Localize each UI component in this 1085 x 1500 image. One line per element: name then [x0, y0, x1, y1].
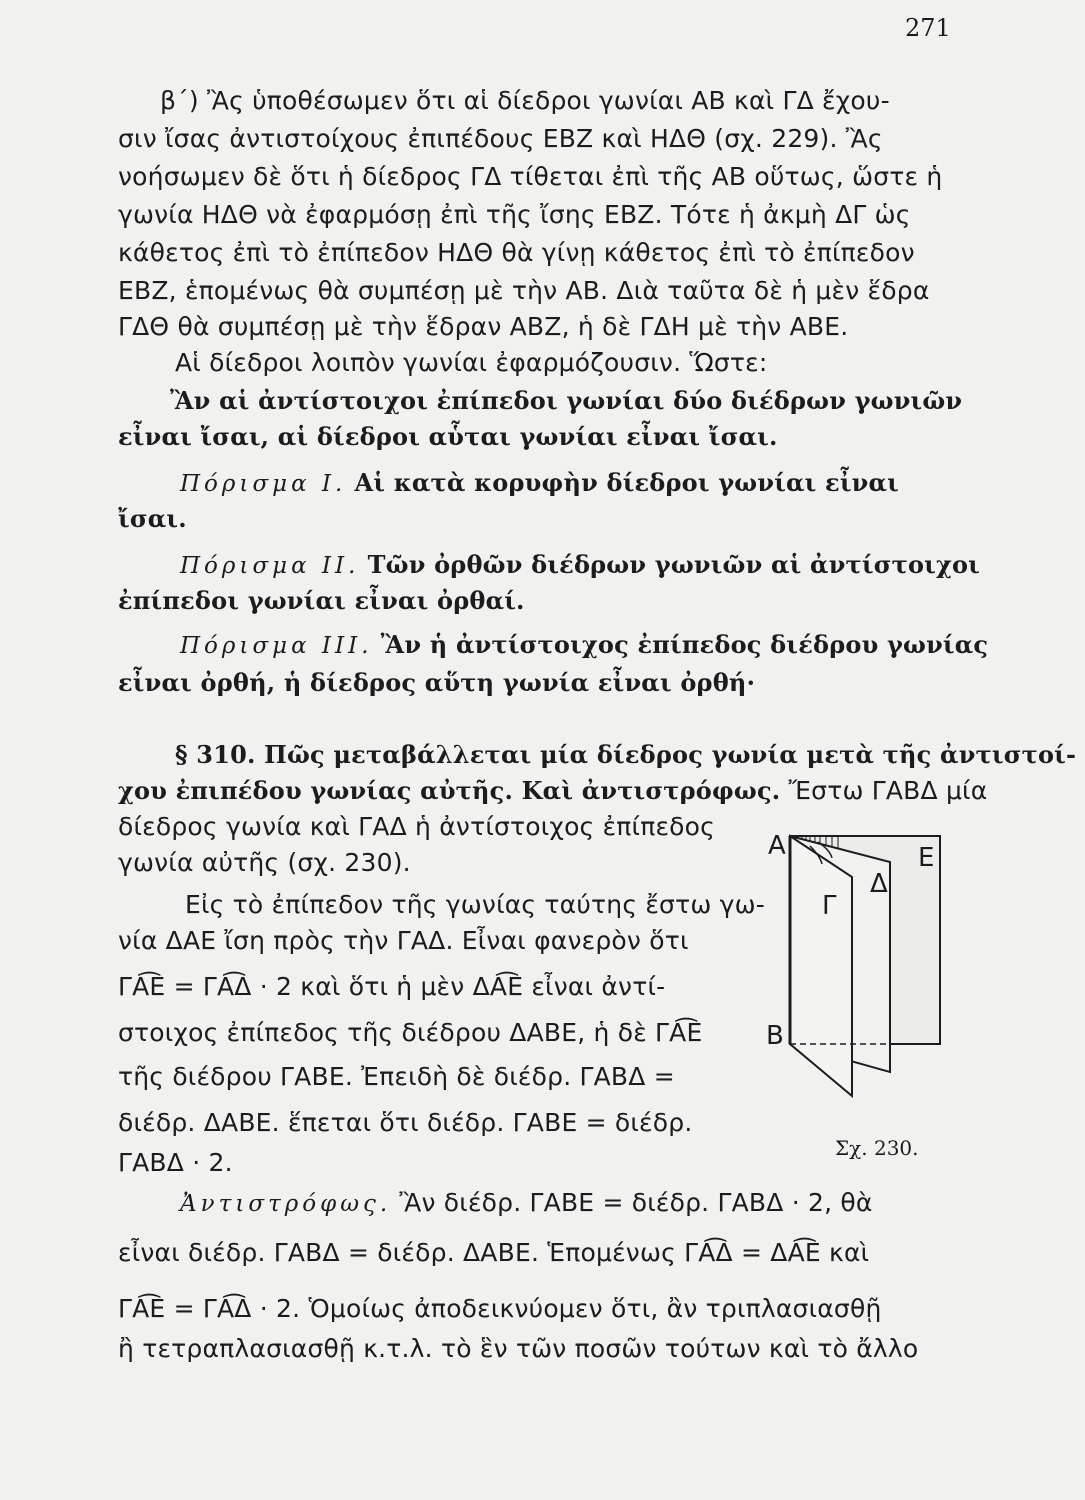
label-alpha: Α — [768, 831, 786, 861]
corollary-2-label: Πόρισμα ΙΙ. — [180, 553, 360, 579]
corollary-3-end: εἶναι ὀρθή, ἡ δίεδρος αὕτη γωνία εἶναι ὀρθή· — [118, 668, 756, 697]
text-line-27: ΓΑ͡Ε = ΓΑ͡Δ · 2 καὶ ὅτι ἡ μὲν ΔΑ͡Ε εἶναι ἀντί- — [118, 972, 666, 1001]
section-310-heading-cont: χου ἐπιπέδου γωνίας αὐτῆς. Καὶ ἀντιστρόφως. — [118, 776, 781, 805]
converse-line — [180, 1188, 873, 1219]
corollary-2-end: ἐπίπεδοι γωνίαι εἶναι ὀρθαί. — [118, 586, 525, 615]
text-line-3: νοήσωμεν δὲ ὅτι ἡ δίεδρος ΓΔ τίθεται ἐπὶ τῆς ΑΒ οὕτως, ὥστε ἡ — [118, 162, 943, 191]
page-number: 271 — [905, 14, 951, 42]
label-epsilon: Ε — [918, 843, 935, 873]
text-line-5: κάθετος ἐπὶ τὸ ἐπίπεδον ΗΔΘ θὰ γίνῃ κάθετος ἐπὶ τὸ ἐπίπεδον — [118, 238, 915, 267]
text-line-23: δίεδρος γωνία καὶ ΓΑΔ ἡ ἀντίστοιχος ἐπίπεδος — [118, 812, 716, 841]
corollary-2-text: Τῶν ὀρθῶν διέδρων γωνιῶν αἱ ἀντίστοιχοι — [367, 550, 980, 579]
figure-caption: Σχ. 230. — [835, 1136, 919, 1160]
text-line-24: γωνία αὐτῆς (σχ. 230). — [118, 848, 411, 877]
text-line-4: γωνία ΗΔΘ νὰ ἐφαρμόσῃ ἐπὶ τῆς ἴσης ΕΒΖ. Τότε ἡ ἀκμὴ ΔΓ ὡς — [118, 200, 911, 229]
text-line-30: διέδρ. ΔΑΒΕ. ἕπεται ὅτι διέδρ. ΓΑΒΕ = διέδρ. — [118, 1108, 693, 1137]
converse-text: Ἂν διέδρ. ΓΑΒΕ = διέδρ. ΓΑΒΔ · 2, θὰ — [399, 1188, 873, 1217]
label-gamma: Γ — [822, 891, 837, 921]
text-line-8: Αἱ δίεδροι λοιπὸν γωνίαι ἐφαρμόζουσιν. Ὥστε: — [175, 348, 768, 377]
text-line-25: Εἰς τὸ ἐπίπεδον τῆς γωνίας ταύτης ἔστω γω- — [185, 890, 765, 919]
dihedral-angle-figure — [760, 822, 960, 1132]
theorem-line-2: εἶναι ἴσαι, αἱ δίεδροι αὗται γωνίαι εἶναι ἴσαι. — [118, 422, 778, 451]
corollary-3-text: Ἂν ἡ ἀντίστοιχος ἐπίπεδος διέδρου γωνίας — [380, 630, 989, 659]
section-310-text: Ἔστω ΓΑΒΔ μία — [788, 776, 988, 805]
text-line-1: β΄) Ἂς ὑποθέσωμεν ὅτι αἱ δίεδροι γωνίαι ΑΒ καὶ ΓΔ ἔχου- — [160, 86, 890, 115]
corollary-1-text: Αἱ κατὰ κορυφὴν δίεδροι γωνίαι εἶναι — [354, 468, 899, 497]
section-310-line-2 — [118, 776, 987, 806]
text-line-28: στοιχος ἐπίπεδος τῆς διέδρου ΔΑΒΕ, ἡ δὲ ΓΑ͡Ε — [118, 1018, 703, 1047]
text-line-34: εἶναι διέδρ. ΓΑΒΔ = διέδρ. ΔΑΒΕ. Ἑπομένως ΓΑ͡Δ = ΔΑ͡Ε καὶ — [118, 1238, 870, 1267]
label-delta: Δ — [870, 869, 888, 899]
text-line-29: τῆς διέδρου ΓΑΒΕ. Ἐπειδὴ δὲ διέδρ. ΓΑΒΔ = — [118, 1062, 675, 1091]
corollary-2 — [180, 550, 980, 581]
theorem-line-1: Ἂν αἱ ἀντίστοιχοι ἐπίπεδοι γωνίαι δύο διέδρων γωνιῶν — [170, 386, 963, 415]
text-line-2: σιν ἴσας ἀντιστοίχους ἐπιπέδους ΕΒΖ καὶ ΗΔΘ (σχ. 229). Ἂς — [118, 124, 883, 153]
converse-label: Ἀντιστρόφως. — [180, 1191, 392, 1217]
text-line-6: ΕΒΖ, ἑπομένως θὰ συμπέσῃ μὲ τὴν ΑΒ. Διὰ ταῦτα δὲ ἡ μὲν ἕδρα — [118, 276, 930, 305]
text-line-36: ἢ τετραπλασιασθῇ κ.τ.λ. τὸ ἓν τῶν ποσῶν τούτων καὶ τὸ ἄλλο — [118, 1334, 919, 1363]
corollary-3-label: Πόρισμα ΙΙΙ. — [180, 633, 373, 659]
text-line-26: νία ΔΑΕ ἴση πρὸς τὴν ΓΑΔ. Εἶναι φανερὸν ὅτι — [118, 926, 689, 955]
corollary-3 — [180, 630, 988, 661]
section-310-heading: § 310. Πῶς μεταβάλλεται μία δίεδρος γωνία μετὰ τῆς ἀντιστοί- — [175, 740, 1077, 769]
text-line-35: ΓΑ͡Ε = ΓΑ͡Δ · 2. Ὁμοίως ἀποδεικνύομεν ὅτι, ἂν τριπλασιασθῇ — [118, 1294, 882, 1323]
corollary-1 — [180, 468, 899, 499]
text-line-7: ΓΔΘ θὰ συμπέσῃ μὲ τὴν ἕδραν ΑΒΖ, ἡ δὲ ΓΔΗ μὲ τὴν ΑΒΕ. — [118, 312, 849, 341]
label-beta: Β — [766, 1021, 784, 1051]
corollary-1-label: Πόρισμα Ι. — [180, 471, 347, 497]
corollary-1-end: ἴσαι. — [118, 504, 187, 533]
text-line-31: ΓΑΒΔ · 2. — [118, 1148, 233, 1177]
